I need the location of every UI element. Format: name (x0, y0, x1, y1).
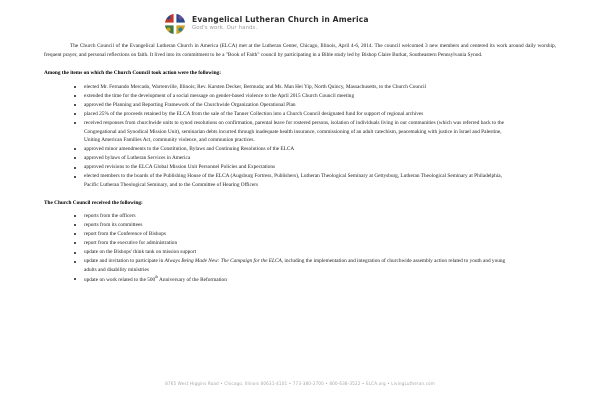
list-item (74, 275, 514, 284)
ordinal-suffix: th (155, 275, 158, 280)
logo-wordmark (192, 16, 369, 31)
list-item: report from the Conference of Bishops (74, 230, 556, 239)
list-item: approved minor amendments to the Constitution, Bylaws and Continuing Resolutions of the ELCA (74, 145, 484, 154)
list-item: received responses from churchwide units to synod resolutions on confirmation, parental leave for rostered persons, isolation of individuals living in our communities (which was referred back to the Congregational and Synodical Mission Unit), seminarian debts incurred through inadequate health insurance, commissioning of an adult catechism, peacemaking with justice in Israel and Palestine, Uniting American Families Act, community violence, and communion practices. (74, 119, 514, 145)
list-item: report from the executive for administration (74, 239, 556, 248)
list-item: placed 25% of the proceeds retained by the ELCA from the sale of the Tanner Collection into a Church Council designated fund for support of regional archives (74, 110, 514, 119)
list-item: approved bylaws of Lutheran Services in America (74, 154, 514, 163)
list-item (74, 257, 514, 274)
organization-name: Evangelical Lutheran Church in America (192, 15, 369, 25)
action-section-heading: Among the items on which the Church Council took action were the following: (44, 70, 221, 77)
action-items-list (44, 83, 556, 190)
list-item: reports from its committees (74, 221, 556, 230)
list-item: elected Mr. Fernando Mercado, Warrenville, Illinois; Rev. Karsten Decker, Bermuda; and Ms. Man Hei Yip, North Quincy, Massachusetts, to the Church Council (74, 83, 484, 92)
list-item-text-prefix: update and invitation to participate in (84, 258, 165, 265)
list-item: approved revisions to the ELCA Global Mission Unit Personnel Policies and Expectations (74, 163, 514, 172)
list-item-text-suffix: , including the implementation and integration of churchwide assembly action related to youth and young adults and disability ministries (84, 258, 506, 273)
list-item-text-prefix: update on work related to the 500 (84, 276, 156, 283)
list-item: extended the time for the development of a social message on gender-based violence to the April 2015 Church Council meeting (74, 92, 484, 101)
list-item-text-suffix: Anniversary of the Reformation (158, 276, 227, 283)
campaign-title: Always Being Made New: The Campaign for the ELCA (164, 258, 282, 265)
list-item: reports from the officers (74, 212, 556, 221)
list-item: update on the Bishops' think tank on mission support (74, 248, 556, 257)
received-section-heading: The Church Council received the following: (44, 199, 143, 206)
list-item: elected members to the boards of the Publishing House of the ELCA (Augsburg Fortress, Publishers), Lutheran Theological Seminary at Gettysburg, Lutheran Theological Seminary at Philadelphia, Pacific Lutheran Theological Seminary, and to the Committee of Hearing Officers (74, 172, 514, 189)
footer-address: 8765 West Higgins Road • Chicago, Illinois 60631-4101 • 773-380-2700 • 800-638-3522 • ELCA.org • LivingLutheran.com (165, 381, 435, 386)
document-header (0, 0, 600, 34)
organization-tagline: God's work. Our hands. (192, 24, 258, 31)
list-item: approved the Planning and Reporting Framework of the Churchwide Organization Operational Plan (74, 101, 484, 110)
document-body (0, 34, 600, 284)
intro-paragraph: The Church Council of the Evangelical Lutheran Church in America (ELCA) met at the Lutheran Center, Chicago, Illinois, April 4-6, 2014. The council welcomed 3 new members and centered its work around daily worship, frequent prayer, and personal reflections on faith. It lived into its commitment to be a "Book of Faith" council by participating in a Bible study led by Bishop Claire Burkat, Southeastern Pennsylvania Synod. (44, 43, 556, 58)
elca-circle-cross-logo-icon (164, 13, 186, 35)
received-items-list (44, 212, 556, 284)
